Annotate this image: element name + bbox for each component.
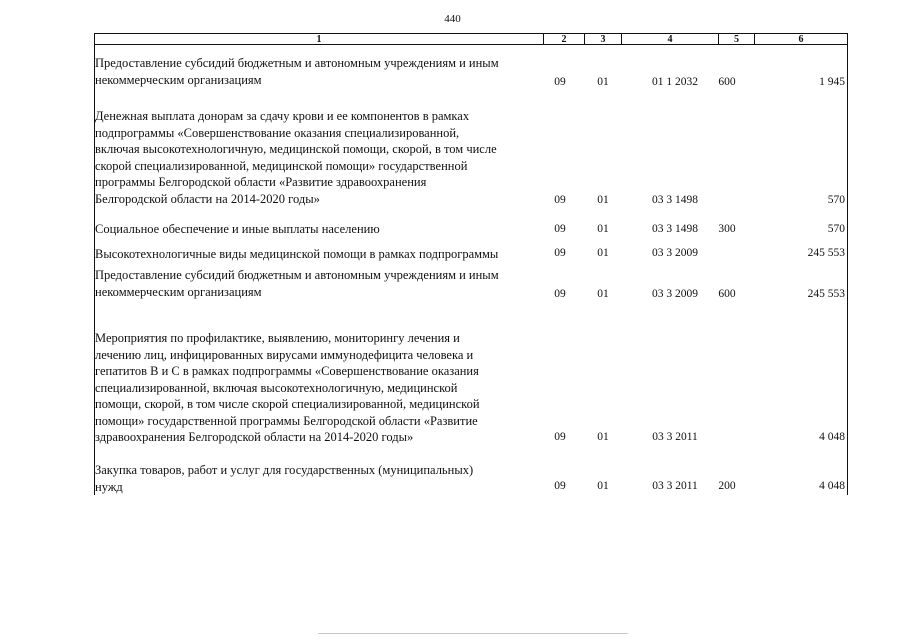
row-subsection: 01 [597,76,609,88]
row-subsection: 01 [597,431,609,443]
row-section: 09 [554,288,566,300]
row-description: Мероприятия по профилактике, выявлению, мониторингу лечения и лечению лиц, инфицированных вирусами иммунодефицита человека и гепатитов В и С в рамках подпрограммы «Совершенствование оказания специализированной, включая высокотехнологичную, медицинской помощи, скорой, в том числе скорой специализированной, медицинской помощи» государственной программы Белгородской области «Развитие здравоохранения Белгородской области на 2014-2020 годы» [95,331,480,444]
row-subsection: 01 [597,480,609,492]
row-target-article: 03 3 2011 [652,431,698,443]
header-col-2: 2 [561,34,567,45]
row-subsection: 01 [597,194,609,206]
row-expense-type: 600 [718,76,736,88]
header-col-1: 1 [316,34,322,45]
bottom-scan-line [318,633,628,634]
row-amount: 245 553 [807,247,845,259]
row-amount: 4 048 [819,480,845,492]
row-subsection: 01 [597,223,609,235]
row-description: Предоставление субсидий бюджетным и автономным учреждениям и иным некоммерческим организациям [95,56,499,87]
row-amount: 245 553 [807,288,845,300]
row-expense-type: 200 [718,480,736,492]
row-amount: 1 945 [819,76,845,88]
table-header [95,33,847,45]
row-expense-type: 300 [718,223,736,235]
row-description: Предоставление субсидий бюджетным и автономным учреждениям и иным некоммерческим организациям [95,268,499,299]
row-section: 09 [554,76,566,88]
row-target-article: 03 3 1498 [652,223,698,235]
header-col-3: 3 [600,34,606,45]
row-description: Денежная выплата донорам за сдачу крови и ее компонентов в рамках подпрограммы «Совершенствование оказания специализированной, включая высокотехнологичную, медицинской помощи, скорой, в том числе скорой специализированной, медицинской помощи» государственной программы Белгородской области «Развитие здравоохранения Белгородской области на 2014-2020 годы» [95,109,497,206]
row-amount: 570 [827,194,845,206]
row-target-article: 03 3 2009 [652,288,698,300]
row-description: Социальное обеспечение и иные выплаты населению [95,222,380,236]
row-description: Высокотехнологичные виды медицинской помощи в рамках подпрограммы [95,247,499,261]
row-target-article: 01 1 2032 [652,76,698,88]
row-section: 09 [554,431,566,443]
row-section: 09 [554,480,566,492]
row-amount: 4 048 [819,431,845,443]
page-number: 440 [444,13,461,25]
row-expense-type: 600 [718,288,736,300]
row-section: 09 [554,223,566,235]
row-target-article: 03 3 2009 [652,247,698,259]
row-target-article: 03 3 1498 [652,194,698,206]
row-description: Закупка товаров, работ и услуг для государственных (муниципальных) нужд [95,463,474,494]
row-subsection: 01 [597,288,609,300]
row-section: 09 [554,247,566,259]
header-col-6: 6 [798,34,804,45]
budget-table [94,33,848,495]
row-target-article: 03 3 2011 [652,480,698,492]
row-subsection: 01 [597,247,609,259]
header-col-5: 5 [734,34,739,45]
row-section: 09 [554,194,566,206]
row-amount: 570 [827,223,845,235]
header-col-4: 4 [667,34,673,45]
